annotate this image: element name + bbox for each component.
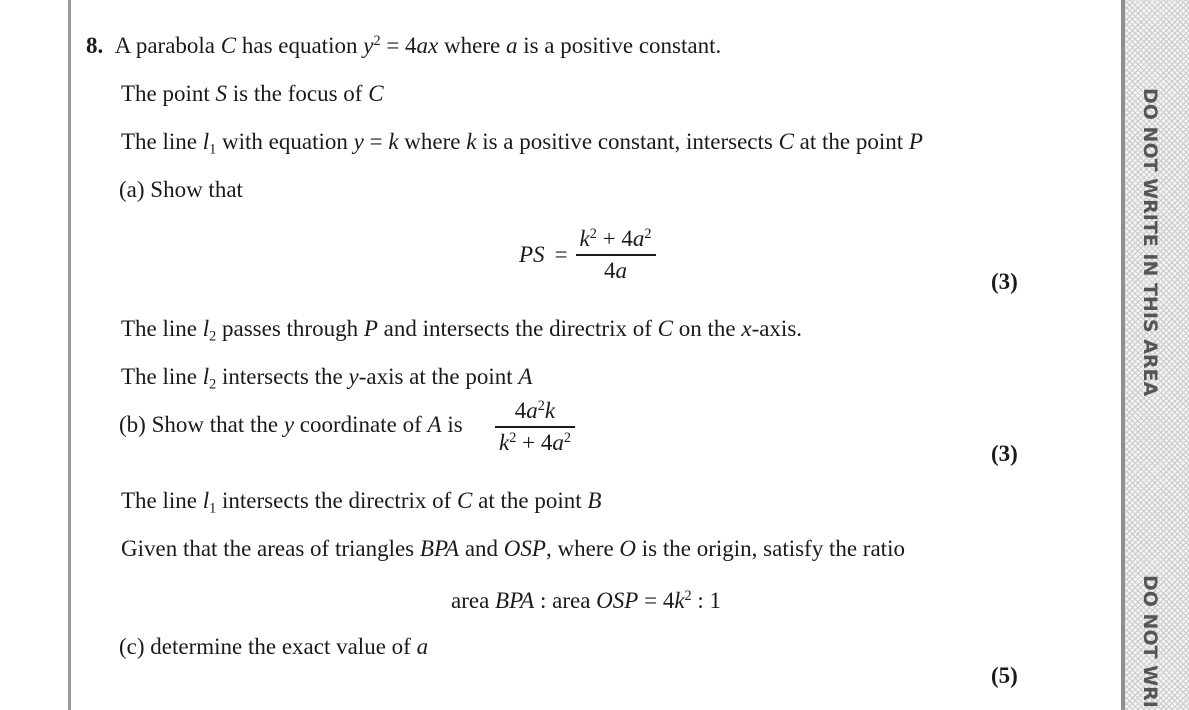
question-intro: 8. A parabola C has equation $y^2 = 4ax$ where a is a positive constant. bbox=[86, 33, 722, 58]
line-l2-y-axis-statement: The line $l_2$ intersects the y-axis at the point A bbox=[121, 364, 533, 393]
part-b-label: (b) Show that the y coordinate of A is bbox=[119, 412, 463, 437]
area-ratio: area BPA : area OSP = $4k^2$ : 1 bbox=[451, 588, 722, 613]
line-l1-directrix-statement: The line $l_1$ intersects the directrix of C at the point B bbox=[121, 488, 602, 517]
given-statement: Given that the areas of triangles BPA and OSP, where O is the origin, satisfy the ratio bbox=[121, 536, 905, 561]
part-a-equation: PS = $\frac{k^2 + 4a^2}{4a}$ bbox=[519, 226, 656, 284]
part-a-marks: (3) bbox=[991, 269, 1018, 294]
margin-warning-top: DO NOT WRITE IN THIS AREA bbox=[1139, 88, 1161, 397]
part-a-label: (a) Show that bbox=[119, 177, 243, 202]
margin-warning-bottom: DO NOT WRI bbox=[1139, 575, 1161, 708]
part-c-label: (c) determine the exact value of a bbox=[119, 634, 429, 659]
fraction-bar bbox=[576, 254, 656, 256]
line-l2-statement: The line $l_2$ passes through P and intersects the directrix of C on the x-axis. bbox=[121, 316, 803, 345]
question-number: 8. bbox=[86, 33, 104, 58]
line-l1-statement: The line $l_1$ with equation y = k where k is a positive constant, intersects C at the point P bbox=[121, 129, 923, 158]
part-c-marks: (5) bbox=[991, 663, 1018, 688]
part-a-fraction: $\frac{k^2 + 4a^2}{4a}$ bbox=[576, 226, 656, 284]
focus-statement: The point S is the focus of C bbox=[121, 81, 384, 106]
left-margin-rule bbox=[68, 0, 71, 710]
part-b-fraction: $\frac{4a^2k}{k^2 + 4a^2}$ bbox=[495, 398, 575, 456]
part-b-marks: (3) bbox=[991, 441, 1018, 466]
fraction-bar bbox=[495, 426, 575, 428]
